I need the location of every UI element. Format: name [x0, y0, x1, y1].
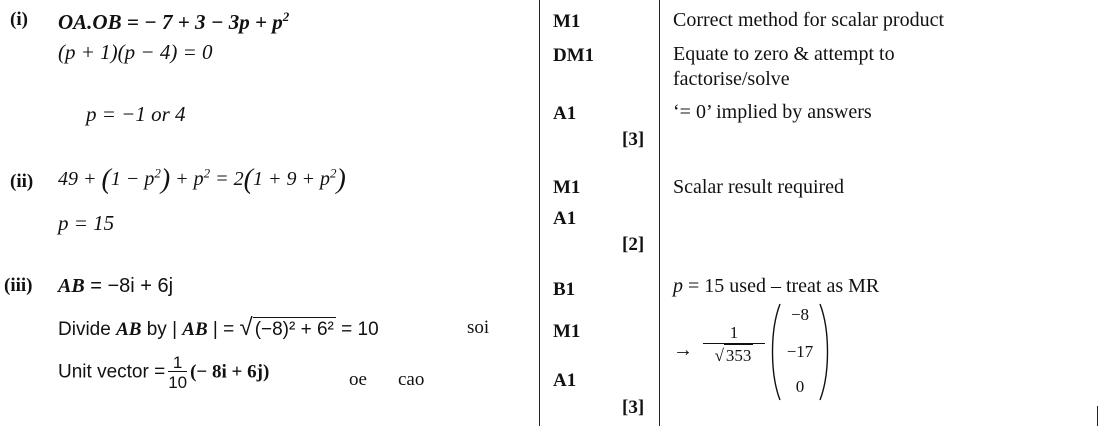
part-i-mark-m1: M1 — [553, 11, 581, 32]
part-iii-label: (iii) — [4, 275, 33, 296]
part-i-guidance-3: ‘= 0’ implied by answers — [673, 101, 872, 123]
part-iii-oe: oe — [349, 369, 367, 390]
column-divider-guidance — [659, 0, 660, 426]
part-ii-total: [2] — [622, 234, 645, 255]
part-iii-arrow: → — [673, 339, 693, 361]
part-ii-line2: p = 15 — [58, 211, 115, 235]
part-iii-mark-a1: A1 — [553, 370, 577, 391]
vector-component-2: −17 — [786, 342, 814, 361]
part-iii-divide-line: Divide AB by | AB | = √ (−8)² + 6² = 10 — [58, 314, 379, 341]
part-iii-mark-b1: B1 — [553, 279, 576, 300]
part-ii-guidance-1: Scalar result required — [673, 176, 845, 198]
part-iii-cao: cao — [398, 369, 425, 390]
part-iii-mark-m1: M1 — [553, 321, 581, 342]
part-i-line3: p = −1 or 4 — [86, 102, 186, 126]
part-iii-unit-line: Unit vector = $\frac{1}{10}$ (− 8i + 6j) — [58, 353, 270, 392]
part-iii-soi: soi — [467, 317, 490, 338]
part-iii-guidance-1: p = 15 used – treat as MR — [673, 275, 880, 297]
part-iii-ab-line: AB = −8i + 6j — [58, 275, 174, 297]
part-i-line2: (p + 1)(p − 4) = 0 — [58, 40, 213, 64]
column-divider-marks — [539, 0, 540, 426]
part-i-guidance-1: Correct method for scalar product — [673, 9, 945, 31]
vector-component-3: 0 — [795, 377, 805, 396]
part-ii-line1: $49 + (1 - p^2) + p^2 = 2(1 + 9 + p^2)$ — [58, 164, 346, 195]
part-i-guidance-2b: factorise/solve — [673, 68, 790, 90]
part-ii-label: (ii) — [10, 171, 34, 192]
part-iii-alt-fraction: 1 √ 353 — [703, 324, 765, 364]
part-i-mark-dm1: DM1 — [553, 45, 595, 66]
part-ii-mark-a1: A1 — [553, 208, 577, 229]
part-i-line1: OA.OB = − $7 + 3 - 3p + p^2$ — [58, 9, 290, 34]
right-edge-mark — [1097, 406, 1098, 426]
part-i-mark-a1: A1 — [553, 103, 577, 124]
part-i-total: [3] — [622, 129, 645, 150]
part-iii-total: [3] — [622, 397, 645, 418]
part-ii-mark-m1: M1 — [553, 177, 581, 198]
vector-component-1: −8 — [790, 305, 810, 324]
part-i-guidance-2a: Equate to zero & attempt to — [673, 43, 895, 65]
part-i-label: (i) — [10, 9, 28, 30]
